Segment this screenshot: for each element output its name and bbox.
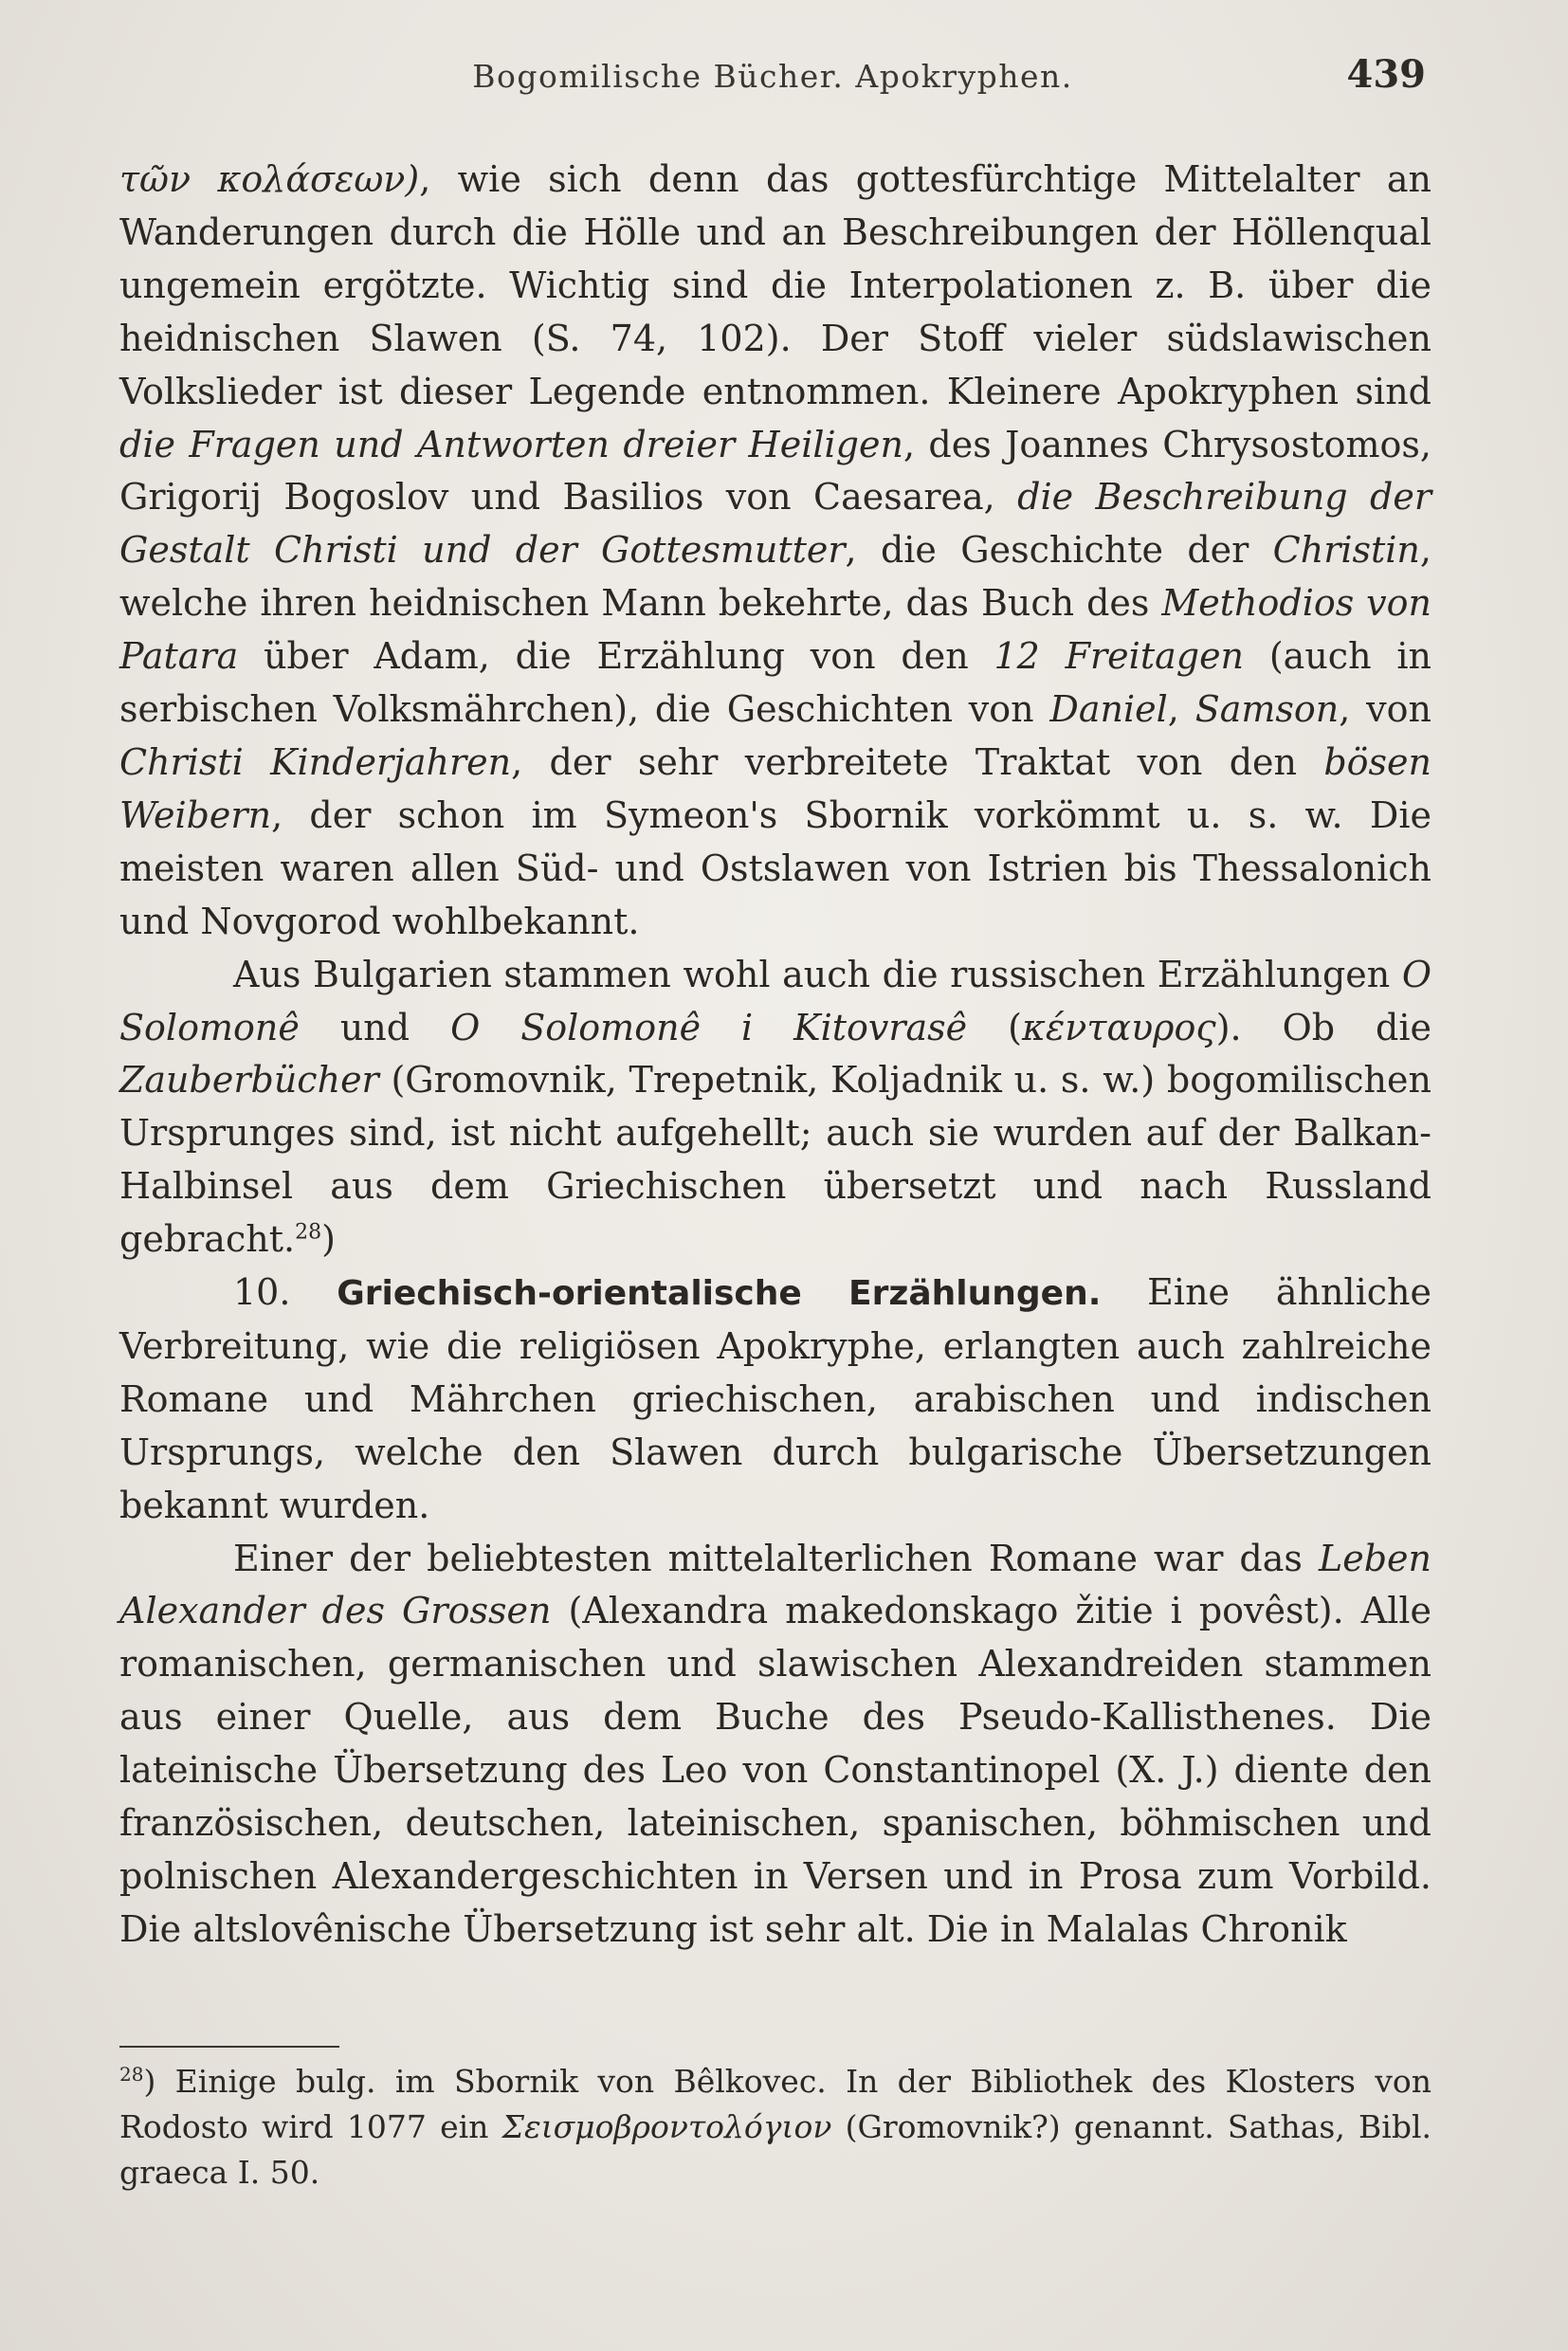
greek-word: Σεισμοβροντολόγιον [501,2108,832,2145]
section-heading: Griechisch-orientalische Erzählungen. [337,1274,1102,1314]
italic-title: Christi Kinderjahren [119,740,512,783]
text-run: , die Geschichte der [845,529,1273,572]
paragraph-section-10 [119,1267,1431,1533]
italic-title: die Beschreibung der Gestalt Christi und der Gottesmutter [119,476,1431,572]
italic-title: Christin [1272,529,1420,572]
text-run: , der sehr verbreitete Traktat von den [511,740,1324,783]
italic-title: O Solomonê [119,953,1431,1048]
text-run: (auch in serbischen Volksmährchen), die Geschichten von [119,635,1432,731]
paragraph-apokryphen [119,154,1431,949]
text-run: ) [321,1218,336,1261]
running-title: Bogomilische Bücher. Apokryphen. [472,58,1073,95]
text-run: , wie sich denn das gottesfürchtige Mittelalter an Wanderungen durch die Hölle und an Beschreibungen der Höllenqual ungemein ergötzte. Wichtig sind die Interpolationen z. B. über die heidnischen Slawen (S. 74, 102). Der Stoff vieler südslawischen Volkslieder ist dieser Legende entnommen. Kleinere Apokryphen sind [119,158,1431,412]
italic-title: die Fragen und Antworten dreier Heiligen [119,423,903,465]
text-run: ) Einige bulg. im Sbornik von Bêlkovec. In der Bibliothek des Klosters von Rodosto wird 1077 ein [119,2063,1431,2145]
italic-title: 12 Freitagen [994,635,1245,678]
text-run: und [299,1006,451,1048]
greek-phrase: τῶν κολάσεων) [119,158,420,200]
section-number: 10. [233,1271,337,1314]
text-run: , [1167,688,1195,731]
page-number: 439 [1346,52,1426,97]
text-run: , des Joannes Chrysostomos, Grigorij Bogoslov und Basilios von Caesarea, [119,423,1431,519]
text-run: (Alexandra makedonskago žitie i povêst). Alle romanischen, germanischen und slawischen Alexandreiden stammen aus einer Quelle, aus dem Buche des Pseudo-Kallisthenes. Die lateinische Übersetzung des Leo von Constantinopel (X. J.) diente den französischen, deutschen, lateinischen, spanischen, böhmischen und polnischen Alexandergeschichten in Versen und in Prosa zum Vorbild. Die altslovênische Übersetzung ist sehr alt. Die in Malalas Chronik [119,1590,1431,1950]
text-run: Eine ähnliche Verbreitung, wie die religiösen Apokryphe, erlangten auch zahlreiche Romane und Mährchen griechischen, arabischen und indischen Ursprungs, welche den Slawen durch bulgarische Übersetzungen bekannt wurden. [119,1271,1431,1526]
italic-title: Leben Alexander des Grossen [119,1537,1431,1632]
text-run: über Adam, die Erzählung von den [238,635,994,678]
text-run: ). Ob die [1215,1006,1432,1048]
body-text [119,154,1431,1957]
text-run: Einer der beliebtesten mittelalterlichen Romane war das [233,1537,1319,1579]
footnote-marker: 28 [295,1220,322,1245]
text-run: , der schon im Symeon's Sbornik vorkömmt u. s. w. Die meisten waren allen Süd- und Ostslawen von Istrien bis Thessalonich und Novgorod wohlbekannt. [119,793,1431,942]
text-run: , welche ihren heidnischen Mann bekehrte, das Buch des [119,529,1431,625]
footnote-number: 28 [119,2063,144,2086]
italic-title: Samson [1194,688,1340,731]
greek-word: κένταυρος [1021,1006,1216,1048]
text-run: ( [967,1006,1022,1048]
italic-title: Daniel [1049,688,1168,731]
text-run: , von [1339,688,1431,731]
text-run: (Gromovnik, Trepetnik, Koljadnik u. s. w.) bogomilischen Ursprunges sind, ist nicht aufgehellt; auch sie wurden auf der Balkan-Halbinsel aus dem Griechischen übersetzt und nach Russland gebracht. [119,1059,1431,1261]
italic-title: bösen Weibern [119,740,1432,836]
italic-title: Methodios von Patara [119,582,1431,678]
paragraph-bulgarien [119,949,1431,1267]
footnote-28 [119,2059,1431,2196]
text-run: (Gromovnik?) genannt. Sathas, Bibl. graeca I. 50. [119,2108,1432,2191]
paragraph-alexander [119,1533,1431,1957]
text-run: Aus Bulgarien stammen wohl auch die russischen Erzählungen [233,953,1402,995]
italic-title: Zauberbücher [119,1059,379,1102]
italic-title: O Solomonê i Kitovrasê [450,1006,968,1048]
page-header [119,52,1426,109]
footnote-divider [119,2046,339,2048]
